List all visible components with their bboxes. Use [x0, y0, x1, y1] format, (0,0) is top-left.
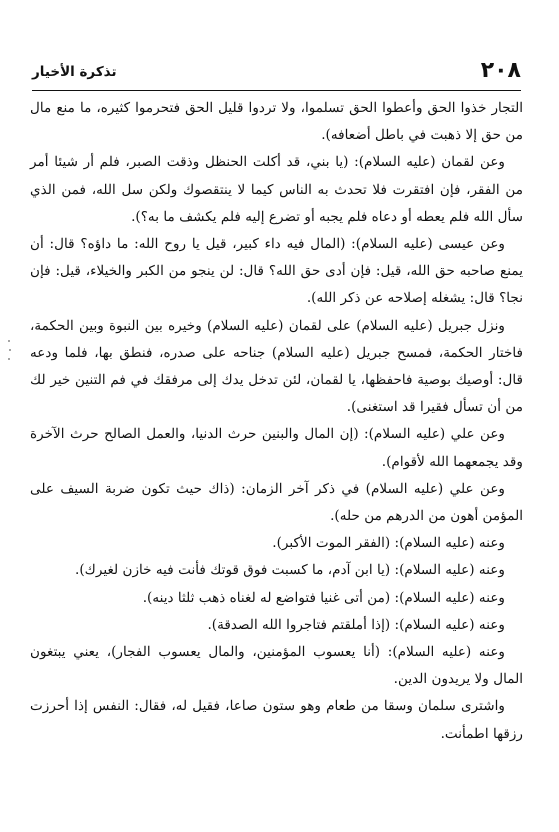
body-text — [30, 95, 523, 748]
paragraph-continued: التجار خذوا الحق وأعطوا الحق تسلموا، ولا تردوا قليل الحق فتحرموا كثيره، ما منع مال من حق إلا ذهبت في باطل أضعافه). — [30, 100, 523, 144]
running-title: تذكرة الأخيار — [32, 64, 117, 80]
paragraph-isa-wealth: وعن عيسى (عليه السلام): (المال فيه داء كبير، قيل يا روح الله: ما داؤه؟ قال: أن يمنع صاحبه حق الله، قيل: فإن أدى حق الله؟ قال: لن ينجو من الكبر والخيلاء، قيل: فإن نجا؟ قال: يشغله إصلاحه عن ذكر الله). — [30, 236, 523, 307]
paragraph-ali-humility: وعنه (عليه السلام): (من أتى غنيا فتواضع له لغناه ذهب ثلثا دينه). — [142, 589, 505, 606]
paragraph-ali-charity: وعنه (عليه السلام): (إذا أملقتم فتاجروا الله الصدقة). — [207, 616, 505, 633]
paragraph-ali-poverty: وعنه (عليه السلام): (الفقر الموت الأكبر). — [272, 535, 505, 552]
paragraph-jibril-luqman: ونزل جبريل (عليه السلام) على لقمان (عليه السلام) وخيره بين النبوة وبين الحكمة، فاختار الحكمة، فمسح جبريل (عليه السلام) جناحه على صدره، فنطق بها، فلما ودعه قال: أوصيك بوصية فاحفظها، يا لقمان، لئن تدخل يدك إلى مرفقك في فم التنين خير لك من أن تسأل فقيرا قد استغنى). — [30, 317, 523, 416]
paragraph-luqman-poverty: وعن لقمان (عليه السلام): (يا بني، قد أكلت الحنظل وذقت الصبر، فلم أر شيئا أمر من الفقر، فإن افتقرت فلا تحدث به الناس كيما لا ينتقصوك ولكن سل الله، فمن الذي سأل الله فلم يعطه أو دعاه فلم يجبه أو تضرع إليه فلم يكشف ما به؟). — [30, 154, 523, 225]
paragraph-salman: واشترى سلمان وسقا من طعام وهو ستون صاعا، فقيل له، فقال: النفس إذا أحرزت رزقها اطمأنت. — [30, 698, 523, 742]
page-header — [32, 58, 521, 91]
paragraph-ali-wealth-children: وعن علي (عليه السلام): (إن المال والبنين حرث الدنيا، والعمل الصالح حرث الآخرة وقد يجمعهما الله لأقوام). — [30, 426, 523, 470]
page-number: ٢٠٨ — [480, 58, 521, 83]
paragraph-ali-yasub: وعنه (عليه السلام): (أنا يعسوب المؤمنين، والمال يعسوب الفجار)، يعني يبتغون المال ولا يريدون الدين. — [30, 644, 523, 688]
paragraph-ali-end-times: وعن علي (عليه السلام) في ذكر آخر الزمان: (ذاك حيث تكون ضربة السيف على المؤمن أهون من الدرهم من حله). — [30, 480, 523, 525]
paragraph-ali-son-of-adam: وعنه (عليه السلام): (يا ابن آدم، ما كسبت فوق قوتك فأنت فيه خازن لغيرك). — [75, 562, 505, 579]
margin-specks — [6, 340, 12, 362]
